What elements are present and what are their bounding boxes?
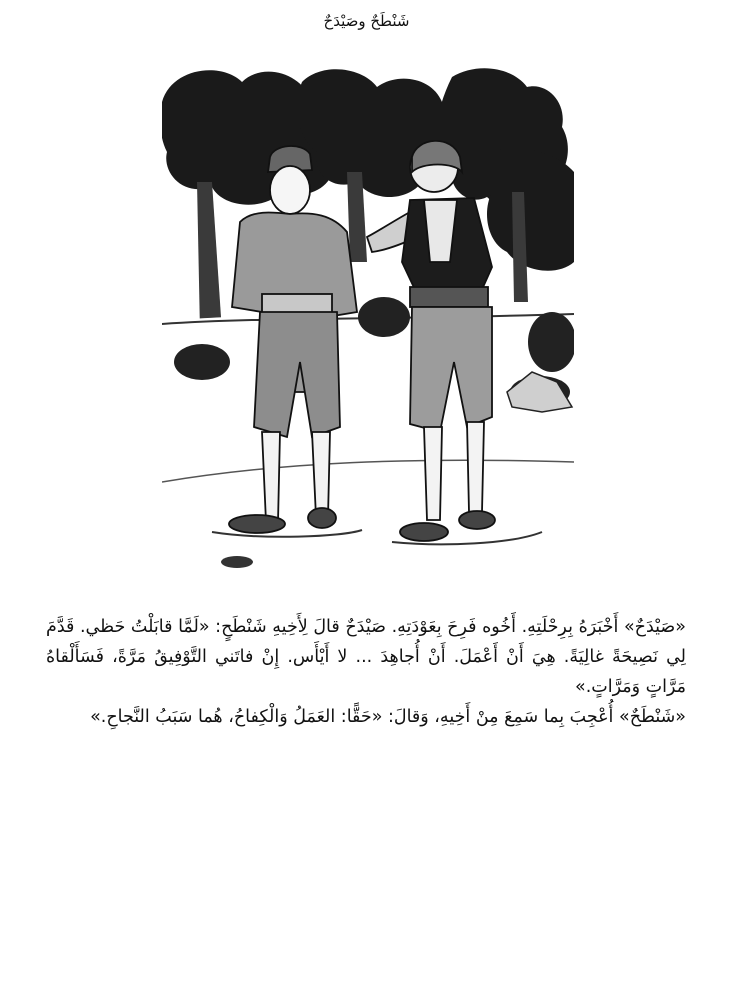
illustration-two-boys [162,62,574,577]
story-text [46,612,686,732]
page-title: شَنْطَحٌ وصَيْدَحٌ [323,12,410,30]
paragraph-1: «صَيْدَحٌ» أَخْبَرَهُ بِرِحْلَتِهِ. أَخُوه فَرِحَ بِعَوْدَتِهِ. صَيْدَحٌ قالَ لِأَخِيهِ شَنْطَحٍ: «لَمَّا قابَلْتُ حَظي. قَدَّمَ لِي نَصِيحَةً غالِيَةً. هِيَ أَنْ أَعْمَلَ. أَنْ أُجاهِدَ ... لا أَيْأَس. إِنْ فاتَني التَّوْفِيقُ مَرَّةً، فَسَأَلْقاهُ مَرَّاتٍ وَمَرَّاتٍ.» [46,617,686,697]
paragraph-2: «شَنْطَحٌ» أُعْجِبَ بِما سَمِعَ مِنْ أَخِيهِ، وَقالَ: «حَقًّا: العَمَلُ وَالْكِفاحُ، هُما سَبَبُ النَّجاحِ.» [90,707,686,727]
